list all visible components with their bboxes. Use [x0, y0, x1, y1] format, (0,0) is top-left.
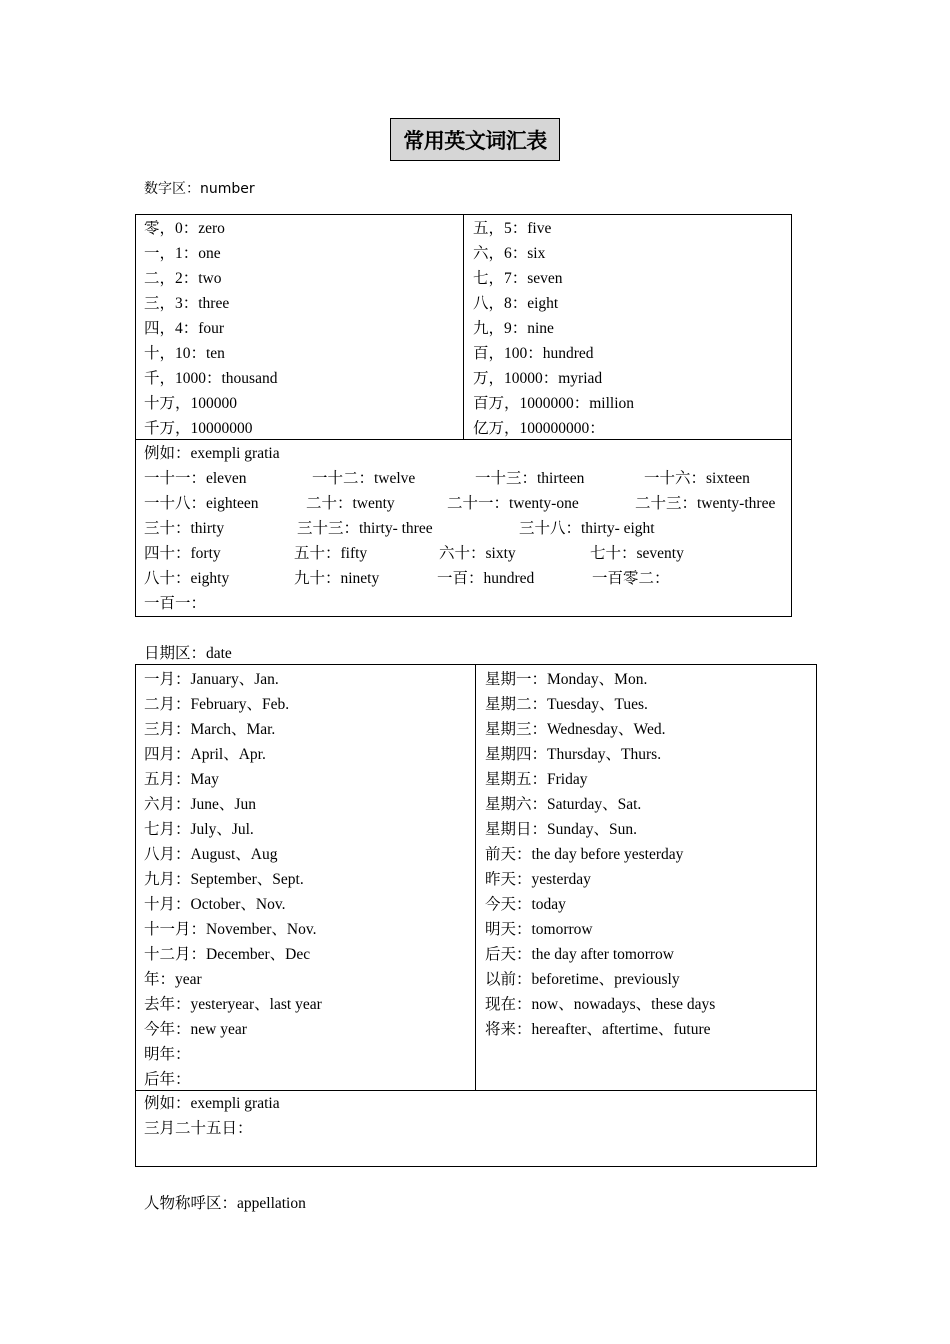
page-title: 常用英文词汇表: [390, 118, 560, 161]
number-item: 十万，100000: [144, 395, 238, 412]
example-item: 一百一：: [144, 595, 207, 612]
example-item: 一十八：eighteen: [144, 495, 259, 512]
weekday-column: [485, 667, 715, 1042]
example-item: 七十：seventy: [590, 545, 684, 562]
date-item: 昨天：yesterday: [485, 871, 591, 888]
example-item: 一十六：sixteen: [644, 470, 750, 487]
example-row: [144, 491, 789, 516]
example-item: 九十：ninety: [294, 570, 380, 587]
date-item: 一月：January、Jan.: [144, 671, 279, 688]
month-column: [144, 667, 322, 1092]
number-item: 零，0：zero: [144, 220, 225, 237]
date-item: 星期五：Friday: [485, 771, 588, 788]
number-item: 八，8：eight: [473, 295, 559, 312]
example-row: [144, 516, 789, 541]
date-item: 明年：: [144, 1046, 191, 1063]
number-table-divider: [463, 214, 464, 440]
date-item: 以前：beforetime、previously: [485, 971, 680, 988]
number-examples: [144, 441, 789, 616]
date-item: 十月：October、Nov.: [144, 896, 286, 913]
example-title: 例如：exempli gratia: [144, 1095, 280, 1112]
date-item: 六月：June、Jun: [144, 796, 256, 813]
number-item: 一，1：one: [144, 245, 221, 262]
example-item: 二十三：twenty-three: [635, 495, 776, 512]
example-item: 八十：eighty: [144, 570, 230, 587]
number-item: 十，10：ten: [144, 345, 225, 362]
number-item: 百，100：hundred: [473, 345, 594, 362]
date-item: 三月：March、Mar.: [144, 721, 276, 738]
date-item: 星期二：Tuesday、Tues.: [485, 696, 648, 713]
date-item: 今年：new year: [144, 1021, 247, 1038]
example-item: 一百：hundred: [437, 570, 535, 587]
example-item: 三月二十五日：: [144, 1120, 253, 1137]
example-item: 一百零二：: [592, 570, 670, 587]
date-item: 星期一：Monday、Mon.: [485, 671, 648, 688]
example-item: 一十二：twelve: [312, 470, 416, 487]
number-item: 二，2：two: [144, 270, 222, 287]
date-item: 七月：July、Jul.: [144, 821, 254, 838]
number-item: 四，4：four: [144, 320, 225, 337]
number-item: 亿万，100000000：: [473, 420, 605, 437]
number-item: 九，9：nine: [473, 320, 554, 337]
date-item: 去年：yesteryear、last year: [144, 996, 322, 1013]
date-item: 星期四：Thursday、Thurs.: [485, 746, 662, 763]
date-item: 年：year: [144, 971, 202, 988]
number-item: 五，5：five: [473, 220, 552, 237]
example-title: 例如：exempli gratia: [144, 445, 280, 462]
date-item: 后年：: [144, 1071, 191, 1088]
example-item: 一十三：thirteen: [475, 470, 585, 487]
example-row: [144, 566, 789, 591]
example-item: 三十三：thirty- three: [297, 520, 433, 537]
example-row: [144, 591, 789, 616]
date-item: 星期三：Wednesday、Wed.: [485, 721, 666, 738]
example-item: 五十：fifty: [294, 545, 368, 562]
number-left-column: [144, 216, 277, 441]
example-item: 三十八：thirty- eight: [519, 520, 655, 537]
date-item: 四月：April、Apr.: [144, 746, 266, 763]
appellation-section-label: 人物称呼区：appellation: [144, 1195, 306, 1212]
date-item: 二月：February、Feb.: [144, 696, 290, 713]
number-item: 万，10000：myriad: [473, 370, 603, 387]
example-item: 二十一：twenty-one: [447, 495, 579, 512]
date-item: 前天：the day before yesterday: [485, 846, 684, 863]
number-item: 百万，1000000：million: [473, 395, 635, 412]
number-right-column: [473, 216, 634, 441]
date-item: 九月：September、Sept.: [144, 871, 304, 888]
number-item: 六，6：six: [473, 245, 546, 262]
example-row: [144, 541, 789, 566]
date-item: 八月：August、Aug: [144, 846, 278, 863]
number-item: 千万，10000000: [144, 420, 253, 437]
date-item: 五月：May: [144, 771, 219, 788]
date-item: 明天：tomorrow: [485, 921, 593, 938]
example-item: 三十：thirty: [144, 520, 225, 537]
example-row: [144, 466, 789, 491]
number-item: 七，7：seven: [473, 270, 563, 287]
date-item: 现在：now、nowadays、these days: [485, 996, 716, 1013]
date-item: 十二月：December、Dec: [144, 946, 311, 963]
date-item: 将来：hereafter、aftertime、future: [485, 1021, 711, 1038]
example-item: 二十：twenty: [306, 495, 395, 512]
example-item: 一十一：eleven: [144, 470, 247, 487]
date-examples: [144, 1091, 280, 1141]
date-item: 后天：the day after tomorrow: [485, 946, 674, 963]
date-table-divider: [475, 664, 476, 1091]
number-item: 三，3：three: [144, 295, 230, 312]
date-item: 星期日：Sunday、Sun.: [485, 821, 637, 838]
number-section-label: 数字区：number: [144, 181, 255, 197]
date-item: 十一月：November、Nov.: [144, 921, 317, 938]
date-item: 星期六：Saturday、Sat.: [485, 796, 642, 813]
date-item: 今天：today: [485, 896, 566, 913]
number-item: 千，1000：thousand: [144, 370, 278, 387]
example-item: 四十：forty: [144, 545, 221, 562]
date-section-label: 日期区：date: [144, 645, 232, 662]
example-item: 六十：sixty: [439, 545, 516, 562]
